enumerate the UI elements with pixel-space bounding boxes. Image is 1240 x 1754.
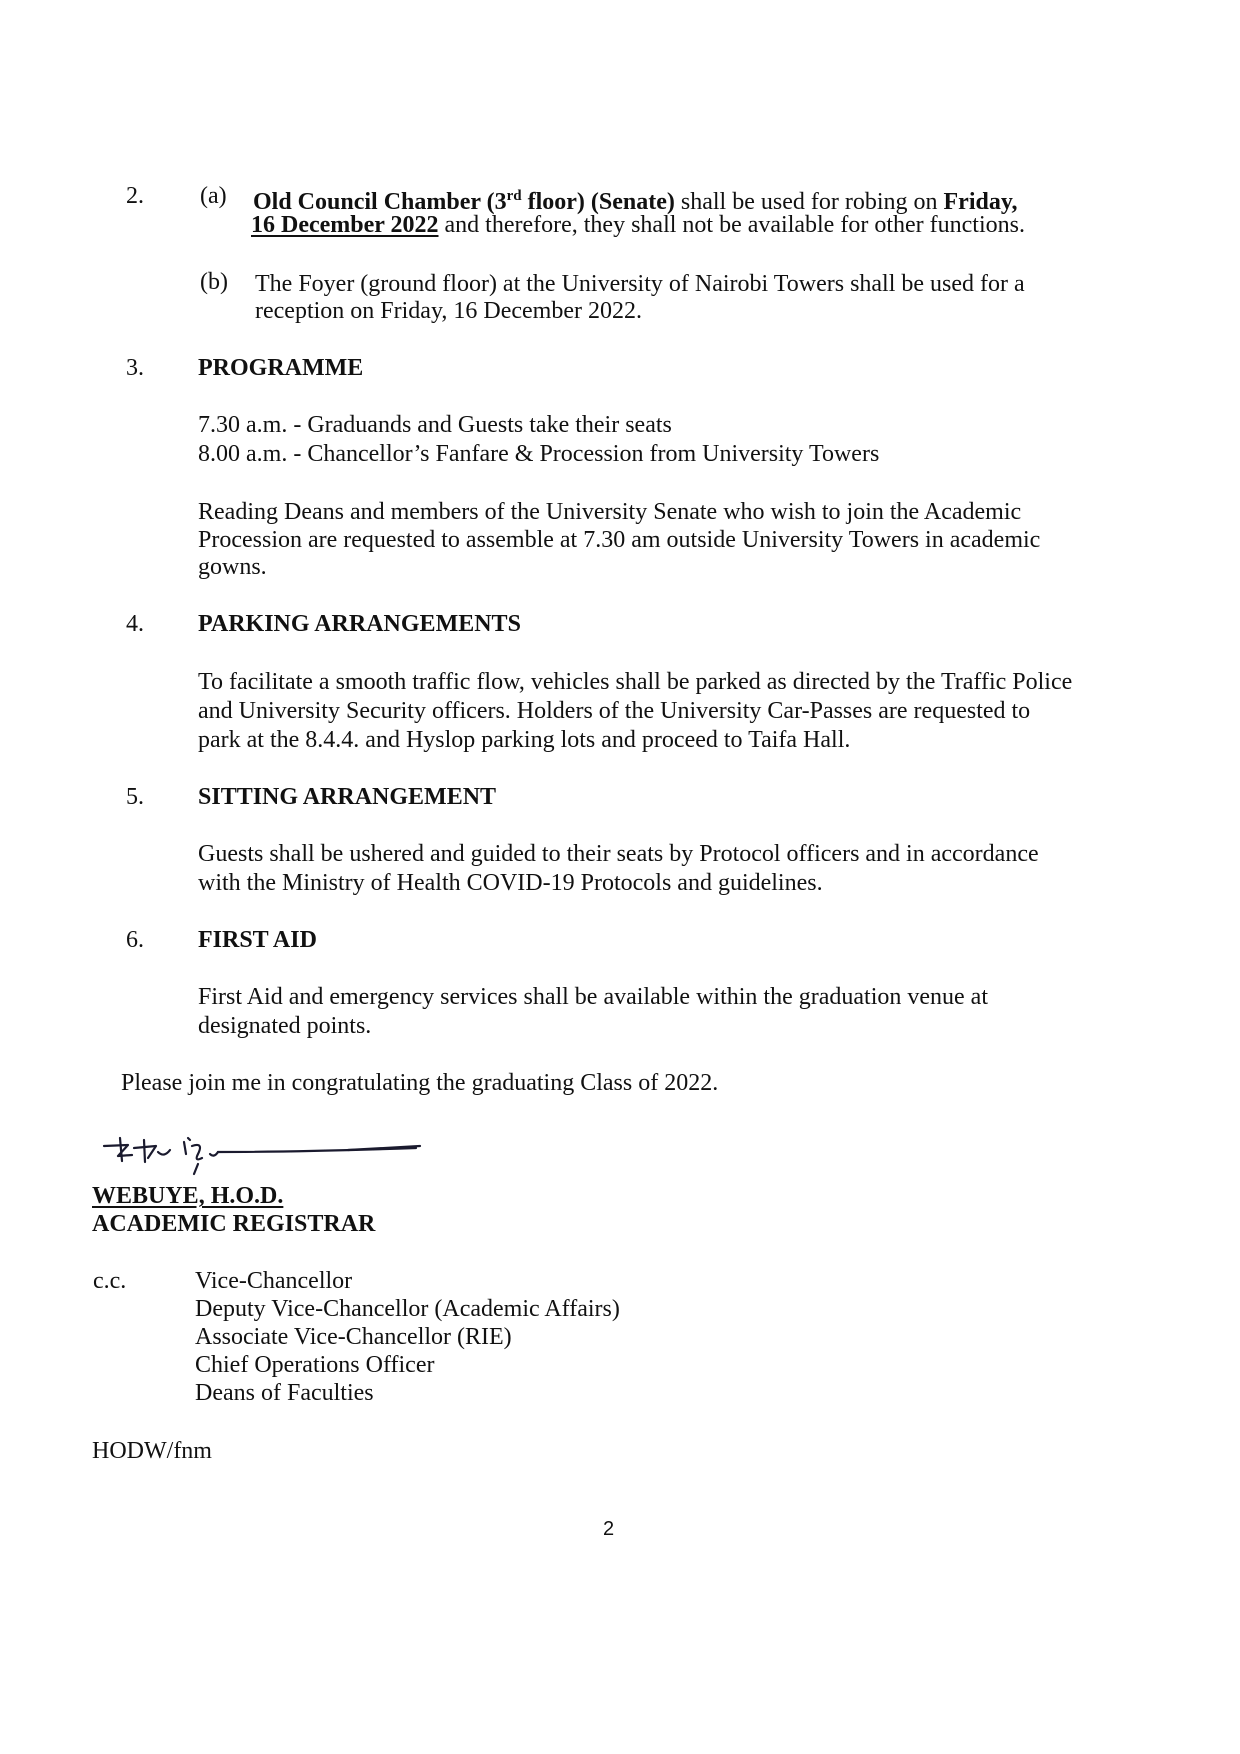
item-2a-label: (a) <box>200 183 227 209</box>
robing-date: 16 December 2022 <box>251 212 439 238</box>
venue-floor: floor) (Senate) <box>521 189 675 215</box>
venue-name: Old Council Chamber (3 <box>253 189 507 215</box>
signatory-title: ACADEMIC REGISTRAR <box>92 1211 376 1237</box>
page-number: 2 <box>603 1518 615 1540</box>
item-6-para-line-2: designated points. <box>198 1013 372 1039</box>
schedule-line-2: 8.00 a.m. - Chancellor’s Fanfare & Procession from University Towers <box>198 441 880 467</box>
item-6-number: 6. <box>126 927 144 953</box>
cc-recipient: Chief Operations Officer <box>195 1352 435 1378</box>
item-3-number: 3. <box>126 355 144 381</box>
cc-recipient: Deputy Vice-Chancellor (Academic Affairs) <box>195 1296 620 1322</box>
item-2a-line-2 <box>251 211 1025 239</box>
cc-recipient: Vice-Chancellor <box>195 1268 353 1294</box>
robing-day: Friday, <box>943 189 1018 215</box>
item-5-heading: SITTING ARRANGEMENT <box>198 784 497 810</box>
item-3-para-line-2: Procession are requested to assemble at 7.30 am outside University Towers in academic <box>198 527 1041 553</box>
item-5-para-line-2: with the Ministry of Health COVID-19 Protocols and guidelines. <box>198 870 823 896</box>
cc-recipient: Associate Vice-Chancellor (RIE) <box>195 1324 512 1350</box>
reference-initials: HODW/fnm <box>92 1438 212 1464</box>
signatory-name: WEBUYE, H.O.D. <box>92 1183 284 1209</box>
item-2b-line-2: reception on Friday, 16 December 2022. <box>255 298 642 324</box>
cc-label: c.c. <box>93 1268 127 1294</box>
item-3-heading: PROGRAMME <box>198 355 364 381</box>
handwritten-signature <box>98 1128 428 1180</box>
availability-text: and therefore, they shall not be available for other functions. <box>438 212 1025 238</box>
item-4-para-line-3: park at the 8.4.4. and Hyslop parking lots and proceed to Taifa Hall. <box>198 727 851 753</box>
ordinal-superscript: rd <box>506 188 522 204</box>
item-6-heading: FIRST AID <box>198 927 317 953</box>
cc-recipient: Deans of Faculties <box>195 1380 374 1406</box>
item-4-number: 4. <box>126 611 144 637</box>
item-4-heading: PARKING ARRANGEMENTS <box>198 611 521 637</box>
closing-sentence: Please join me in congratulating the graduating Class of 2022. <box>121 1070 719 1096</box>
item-3-para-line-3: gowns. <box>198 554 267 580</box>
item-5-para-line-1: Guests shall be ushered and guided to their seats by Protocol officers and in accordance <box>198 841 1039 867</box>
item-6-para-line-1: First Aid and emergency services shall be available within the graduation venue at <box>198 984 988 1010</box>
item-3-para-line-1: Reading Deans and members of the University Senate who wish to join the Academic <box>198 499 1022 525</box>
schedule-line-1: 7.30 a.m. - Graduands and Guests take their seats <box>198 412 672 438</box>
robing-text: shall be used for robing on <box>674 189 944 215</box>
item-2-number: 2. <box>126 183 144 209</box>
item-2b-label: (b) <box>200 269 228 295</box>
signature-graphic <box>98 1128 428 1180</box>
item-4-para-line-2: and University Security officers. Holders of the University Car-Passes are requested to <box>198 698 1031 724</box>
item-5-number: 5. <box>126 784 144 810</box>
item-2b-line-1: The Foyer (ground floor) at the University of Nairobi Towers shall be used for a <box>255 271 1025 297</box>
item-4-para-line-1: To facilitate a smooth traffic flow, vehicles shall be parked as directed by the Traffic Police <box>198 669 1073 695</box>
